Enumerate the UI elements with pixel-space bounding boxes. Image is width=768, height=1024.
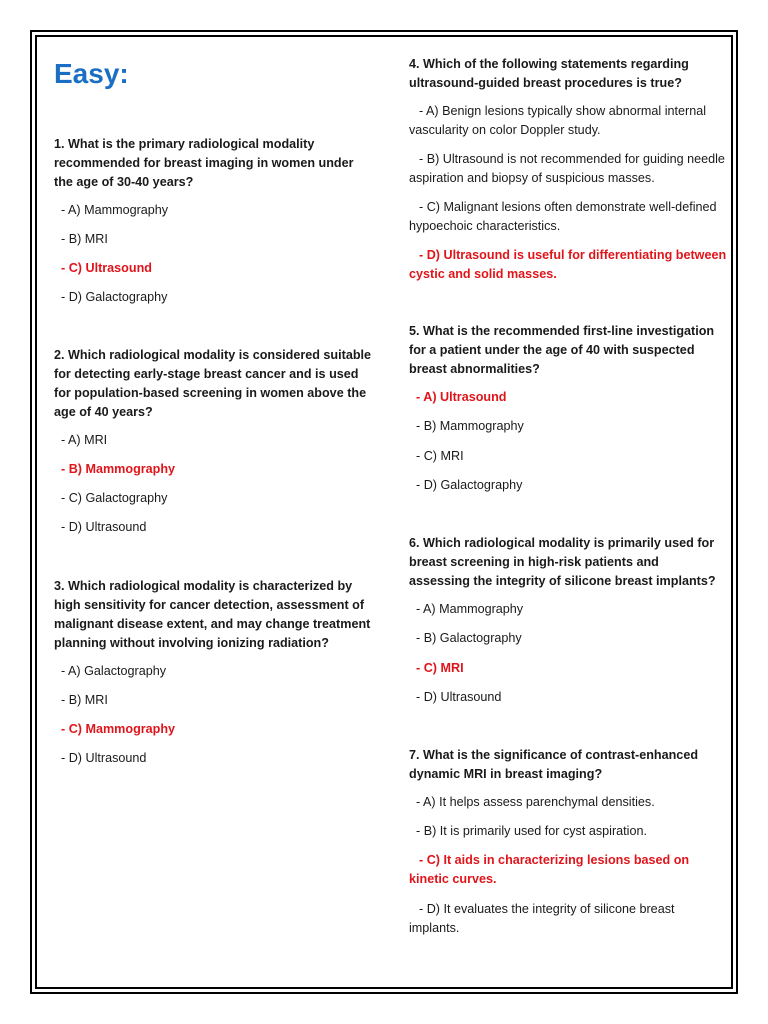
option-3a: - A) Galactography — [61, 664, 166, 678]
option-3c-correct: - C) Mammography — [61, 722, 176, 736]
option-7a: - A) It helps assess parenchymal densities. — [416, 795, 655, 809]
question-2: 2. Which radiological modality is considered suitable for detecting early-stage breast cancer and is used for population-based screening in women above the age of 40 years? — [54, 348, 372, 419]
option-4b: - B) Ultrasound is not recommended for guiding needle aspiration and biopsy of suspicious masses. — [409, 152, 725, 185]
option-7b: - B) It is primarily used for cyst aspiration. — [416, 824, 647, 838]
option-4d-correct: - D) Ultrasound is useful for differentiating between cystic and solid masses. — [409, 248, 727, 281]
option-4a: - A) Benign lesions typically show abnormal internal vascularity on color Doppler study. — [409, 104, 706, 137]
difficulty-heading: Easy: — [54, 58, 129, 89]
option-5c: - C) MRI — [416, 449, 464, 463]
option-1d: - D) Galactography — [61, 290, 168, 304]
question-5: 5. What is the recommended first-line investigation for a patient under the age of 40 with suspected breast abnormalities? — [409, 324, 715, 376]
option-3d: - D) Ultrasound — [61, 751, 147, 765]
question-7: 7. What is the significance of contrast-enhanced dynamic MRI in breast imaging? — [409, 748, 699, 781]
question-3: 3. Which radiological modality is characterized by high sensitivity for cancer detection, assessment of malignant disease extent, and may change treatment planning without involving ionizing radiation? — [54, 579, 371, 650]
question-1: 1. What is the primary radiological modality recommended for breast imaging in women under the age of 30-40 years? — [54, 137, 354, 189]
question-4: 4. Which of the following statements regarding ultrasound-guided breast procedures is true? — [409, 57, 689, 90]
option-7c-correct: - C) It aids in characterizing lesions based on kinetic curves. — [409, 853, 690, 886]
option-6a: - A) Mammography — [416, 602, 524, 616]
option-6c-correct: - C) MRI — [416, 661, 464, 675]
option-2c: - C) Galactography — [61, 491, 168, 505]
option-5a-correct: - A) Ultrasound — [416, 390, 507, 404]
option-6d: - D) Ultrasound — [416, 690, 502, 704]
option-6b: - B) Galactography — [416, 631, 522, 645]
option-1a: - A) Mammography — [61, 203, 169, 217]
question-6: 6. Which radiological modality is primarily used for breast screening in high-risk patients and assessing the integrity of silicone breast implants? — [409, 536, 716, 588]
option-2d: - D) Ultrasound — [61, 520, 147, 534]
option-2b-correct: - B) Mammography — [61, 462, 176, 476]
option-3b: - B) MRI — [61, 693, 108, 707]
option-7d: - D) It evaluates the integrity of silicone breast implants. — [409, 902, 675, 935]
option-1b: - B) MRI — [61, 232, 108, 246]
option-1c-correct: - C) Ultrasound — [61, 261, 152, 275]
option-5d: - D) Galactography — [416, 478, 523, 492]
option-2a: - A) MRI — [61, 433, 108, 447]
option-5b: - B) Mammography — [416, 419, 524, 433]
option-4c: - C) Malignant lesions often demonstrate well-defined hypoechoic characteristics. — [409, 200, 717, 233]
